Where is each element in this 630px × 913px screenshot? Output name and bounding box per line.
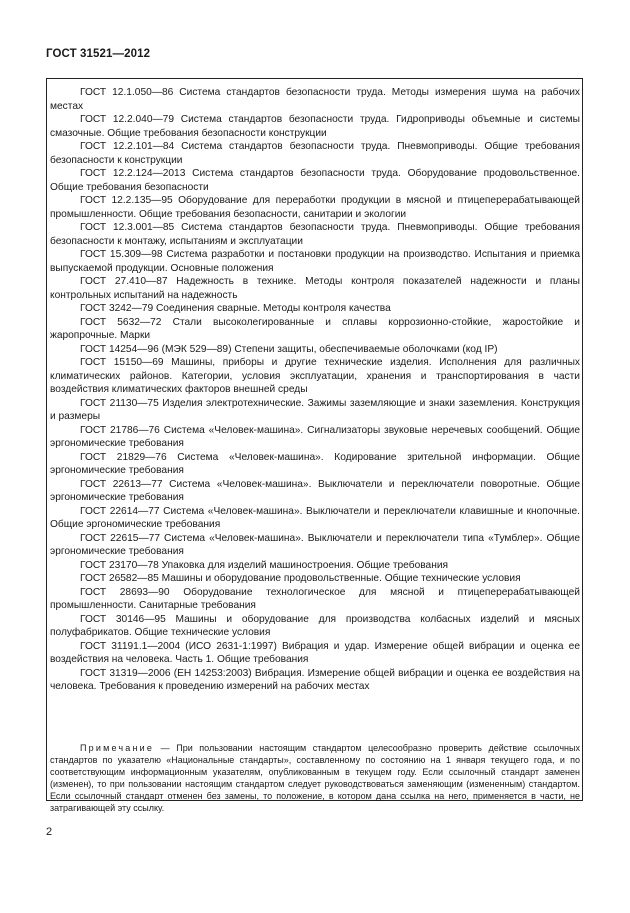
note-text: — При пользовании настоящим стандартом целесообразно проверить действие ссылочных стандартов по указателю «Национальные стандарты», составленному по состоянию на 1 января текущего года, и по соответствующим информационным указателям, опубликованным в текущем году. Если ссылочный стандарт заменен (изменен), то при пользовании настоящим стандартом следует руководствоваться заменяющим (измененным) стандартом. Если ссылочный стандарт отменен без замены, то положение, в котором дана ссылка на него, применяется в части, не затрагивающей эту ссылку. — [50, 743, 580, 814]
reference-item: ГОСТ 30146—95 Машины и оборудование для производства колбасных изделий и мясных полуфабрикатов. Общие технические условия — [50, 613, 580, 638]
reference-item: ГОСТ 12.2.135—95 Оборудование для переработки продукции в мясной и птицеперерабатывающей промышленности. Общие требования безопасности, санитарии и экологии — [50, 195, 580, 220]
reference-item: ГОСТ 3242—79 Соединения сварные. Методы контроля качества — [80, 303, 391, 314]
reference-item: ГОСТ 22615—77 Система «Человек-машина». Выключатели и переключатели типа «Тумблер». Общие эргономические требования — [50, 532, 580, 557]
reference-item: ГОСТ 5632—72 Стали высоколегированные и сплавы коррозионно-стойкие, жаростойкие и жаропрочные. Марки — [50, 316, 580, 341]
reference-item: ГОСТ 31191.1—2004 (ИСО 2631-1:1997) Вибрация и удар. Измерение общей вибрации и оценка ее воздействия на человека. Часть 1. Общие требования — [50, 640, 580, 665]
normative-references-list — [50, 86, 580, 694]
reference-item: ГОСТ 21786—76 Система «Человек-машина». Сигнализаторы звуковые неречевых сообщений. Общие эргономические требования — [50, 424, 580, 449]
reference-item: ГОСТ 22613—77 Система «Человек-машина». Выключатели и переключатели поворотные. Общие эргономические требования — [50, 478, 580, 503]
reference-item: ГОСТ 23170—78 Упаковка для изделий машиностроения. Общие требования — [80, 559, 449, 571]
reference-item: ГОСТ 15.309—98 Система разработки и постановки продукции на производство. Испытания и приемка выпускаемой продукции. Основные положения — [50, 249, 580, 274]
reference-note — [50, 742, 580, 815]
note-label: Примечание — [80, 743, 155, 753]
reference-item: ГОСТ 12.2.124—2013 Система стандартов безопасности труда. Оборудование продовольственное. Общие требования безопасности — [50, 168, 580, 193]
reference-item: ГОСТ 15150—69 Машины, приборы и другие технические изделия. Исполнения для различных климатических районов. Категории, условия эксплуатации, хранения и транспортирования в части воздействия климатических факторов внешней среды — [50, 357, 580, 395]
reference-item: ГОСТ 27.410—87 Надежность в технике. Методы контроля показателей надежности и планы контрольных испытаний на надежность — [50, 276, 580, 301]
reference-item: ГОСТ 26582—85 Машины и оборудование продовольственные. Общие технические условия — [80, 573, 521, 584]
reference-item: ГОСТ 14254—96 (МЭК 529—89) Степени защиты, обеспечиваемые оболочками (код IP) — [80, 343, 498, 355]
document-header: ГОСТ 31521—2012 — [46, 48, 151, 60]
reference-item: ГОСТ 12.2.040—79 Система стандартов безопасности труда. Гидроприводы объемные и системы смазочные. Общие требования безопасности конструкции — [50, 114, 580, 139]
reference-item: ГОСТ 21829—76 Система «Человек-машина». Кодирование зрительной информации. Общие эргономические требования — [50, 451, 580, 476]
reference-item: ГОСТ 21130—75 Изделия электротехнические. Зажимы заземляющие и знаки заземления. Конструкция и размеры — [50, 397, 580, 422]
reference-item: ГОСТ 28693—90 Оборудование технологическое для мясной и птицеперерабатывающей промышленности. Санитарные требования — [50, 586, 580, 611]
reference-item: ГОСТ 12.1.050—86 Система стандартов безопасности труда. Методы измерения шума на рабочих местах — [50, 87, 580, 112]
reference-item: ГОСТ 12.2.101—84 Система стандартов безопасности труда. Пневмоприводы. Общие требования безопасности к конструкции — [50, 141, 580, 166]
reference-item: ГОСТ 12.3.001—85 Система стандартов безопасности труда. Пневмоприводы. Общие требования безопасности к монтажу, испытаниям и эксплуатации — [50, 222, 580, 247]
page-number: 2 — [46, 826, 53, 838]
reference-item: ГОСТ 22614—77 Система «Человек-машина». Выключатели и переключатели клавишные и кнопочные. Общие эргономические требования — [50, 505, 580, 530]
reference-item: ГОСТ 31319—2006 (ЕН 14253:2003) Вибрация. Измерение общей вибрации и оценка ее воздействия на человека. Требования к проведению измерений на рабочих местах — [50, 667, 580, 692]
